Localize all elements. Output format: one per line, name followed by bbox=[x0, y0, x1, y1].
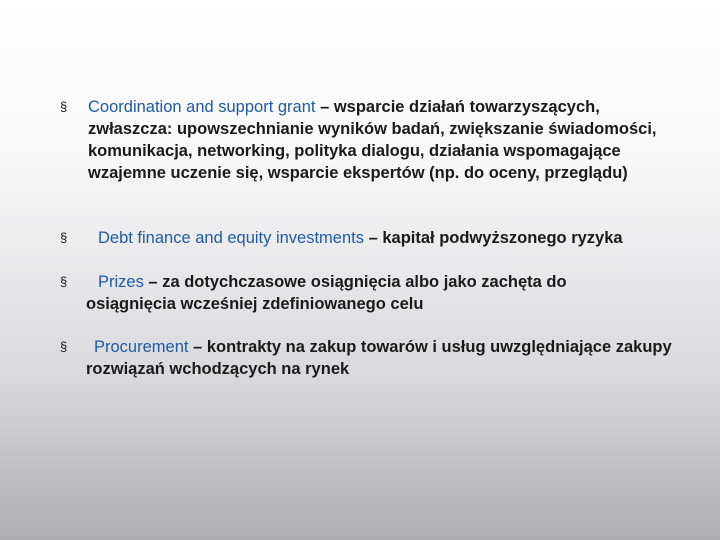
bullet-marker: § bbox=[60, 274, 68, 289]
bullet-description: – wsparcie działań towarzyszących, zwłaszcza: upowszechnianie wyników badań, zwiększanie świadomości, komunikacja, networking, polityka dialogu, działania wspomagające wzajemne uczenie się, wsparcie ekspertów (np. do oceny, przeglądu) bbox=[88, 98, 657, 182]
list-item-prizes bbox=[60, 271, 700, 315]
bullet-term: Prizes bbox=[98, 273, 144, 291]
bullet-description: – kontrakty na zakup towarów i usług uwzględniające zakupy rozwiązań wchodzących na rynek bbox=[86, 338, 672, 378]
bullet-marker: § bbox=[60, 230, 68, 245]
list-item-coordination-grant bbox=[60, 96, 700, 184]
bullet-text bbox=[86, 271, 646, 315]
bullet-text bbox=[86, 227, 700, 249]
list-item-procurement bbox=[60, 336, 700, 380]
bullet-term: Debt finance and equity investments bbox=[98, 229, 364, 247]
bullet-term: Coordination and support grant bbox=[88, 98, 316, 116]
bullet-description: – kapitał podwyższonego ryzyka bbox=[364, 229, 623, 247]
bullet-term: Procurement bbox=[94, 338, 189, 356]
bullet-marker: § bbox=[60, 99, 68, 114]
bullet-marker: § bbox=[60, 339, 68, 354]
bullet-text bbox=[86, 336, 686, 380]
list-item-debt-finance bbox=[60, 227, 700, 249]
bullet-text bbox=[86, 96, 688, 184]
bullet-description: – za dotychczasowe osiągnięcia albo jako zachęta do osiągnięcia wcześniej zdefiniowanego celu bbox=[86, 273, 567, 313]
